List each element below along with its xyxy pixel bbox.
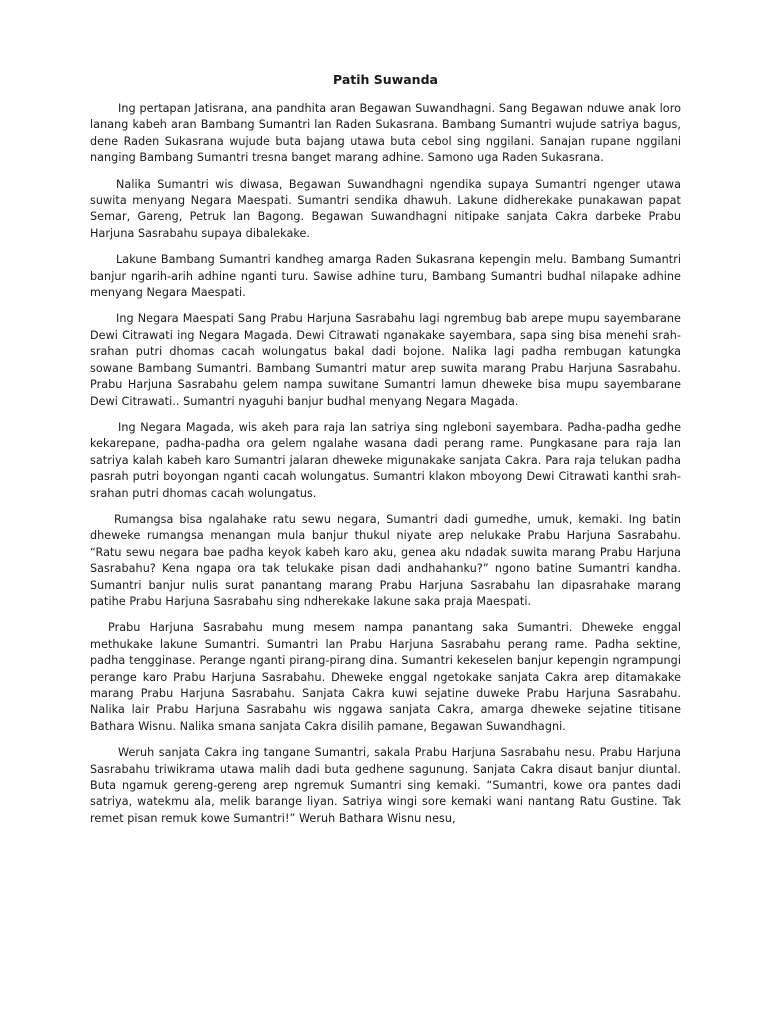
paragraph-3: Lakune Bambang Sumantri kandheg amarga Raden Sukasrana kepengin melu. Bambang Sumantri banjur ngarih-arih adhine nganti turu. Sawise adhine turu, Bambang Sumantri budhal nilapake adhine menyang Negara Maespati. bbox=[90, 253, 681, 300]
document-title: Patih Suwanda bbox=[333, 72, 438, 87]
paragraph-8: Weruh sanjata Cakra ing tangane Sumantri, sakala Prabu Harjuna Sasrabahu nesu. Prabu Harjuna Sasrabahu triwikrama utawa malih dadi buta gedhene sagunung. Sanjata Cakra disaut banjur diuntal. Buta ngamuk gereng-gereng arep ngremuk Sumantri sing kemaki. “Sumantri, kowe ora pantes dadi satriya, watekmu ala, melik barange liyan. Satriya wingi sore kemaki wani nantang Ratu Gustine. Tak remet pisan remuk kowe Sumantri!” Weruh Bathara Wisnu nesu, bbox=[90, 746, 681, 825]
paragraph-4: Ing Negara Maespati Sang Prabu Harjuna Sasrabahu lagi ngrembug bab arepe mupu sayembarane Dewi Citrawati ing Negara Magada. Dewi Citrawati nganakake sayembara, sapa sing bisa menehi srah-srahan putri dhomas cacah wolungatus bakal dadi bojone. Nalika lagi padha rembugan katungka sowane Bambang Sumantri. Bambang Sumantri matur arep suwita marang Prabu Harjuna Sasrabahu. Prabu Harjuna Sasrabahu gelem nampa suwitane Sumantri lamun dheweke bisa mupu sayembarane Dewi Citrawati.. Sumantri nyaguhi banjur budhal menyang Negara Magada. bbox=[90, 312, 681, 408]
paragraph-7: Prabu Harjuna Sasrabahu mung mesem nampa panantang saka Sumantri. Dheweke enggal methukake lakune Sumantri. Sumantri lan Prabu Harjuna Sasrabahu perang rame. Padha sektine, padha tengginase. Perange nganti pirang-pirang dina. Sumantri kekeselen banjur kepengin ngrampungi perange karo Prabu Harjuna Sasrabahu. Dheweke enggal ngetokake sanjata Cakra arep ditamakake marang Prabu Harjuna Sasrabahu. Sanjata Cakra kuwi sejatine duweke Prabu Harjuna Sasrabahu. Nalika lair Prabu Harjuna Sasrabahu wis nggawa sanjata Cakra, amarga dheweke sejatine titisane Bathara Wisnu. Nalika smana sanjata Cakra disilih pamane, Begawan Suwandhagni. bbox=[90, 621, 681, 733]
paragraph-6: Rumangsa bisa ngalahake ratu sewu negara, Sumantri dadi gumedhe, umuk, kemaki. Ing batin dheweke rumangsa menangan mula banjur thukul niyate arep nelukake Prabu Harjuna Sasrabahu. “Ratu sewu negara bae padha keyok kabeh karo aku, genea aku ndadak suwita marang Prabu Harjuna Sasrabahu? Kena ngapa ora tak telukake pisan dadi andhahanku?” ngono batine Sumantri kandha. Sumantri banjur nulis surat panantang marang Prabu Harjuna Sasrabahu lan dipasrahake marang patihe Prabu Harjuna Sasrabahu sing ndherekake lakune saka praja Maespati. bbox=[90, 512, 681, 608]
paragraph-5: Ing Negara Magada, wis akeh para raja lan satriya sing ngleboni sayembara. Padha-padha gedhe kekarepane, padha-padha ora gelem ngalahe wasana dadi perang rame. Pungkasane para raja lan satriya kalah kabeh karo Sumantri jalaran dheweke migunakake sanjata Cakra. Para raja telukan padha pasrah putri boyongan nganti cacah wolungatus. Sumantri klakon mboyong Dewi Citrawati kanthi srah-srahan putri dhomas cacah wolungatus. bbox=[90, 420, 681, 500]
paragraph-1: Ing pertapan Jatisrana, ana pandhita aran Begawan Suwandhagni. Sang Begawan nduwe anak loro lanang kabeh aran Bambang Sumantri lan Raden Sukasrana. Bambang Sumantri wujude satriya bagus, dene Raden Sukasrana wujude buta bajang utawa buta cebol sing nggilani. Sanajan rupane nggilani nanging Bambang Sumantri tresna banget marang adhine. Samono uga Raden Sukasrana. bbox=[90, 102, 681, 165]
paragraph-2: Nalika Sumantri wis diwasa, Begawan Suwandhagni ngendika supaya Sumantri ngenger utawa suwita menyang Negara Maespati. Sumantri sendika dhawuh. Lakune didherekake punakawan papat Semar, Gareng, Petruk lan Bagong. Begawan Suwandhagni nitipake sanjata Cakra darbeke Prabu Harjuna Sasrabahu supaya dibalekake. bbox=[90, 177, 681, 240]
